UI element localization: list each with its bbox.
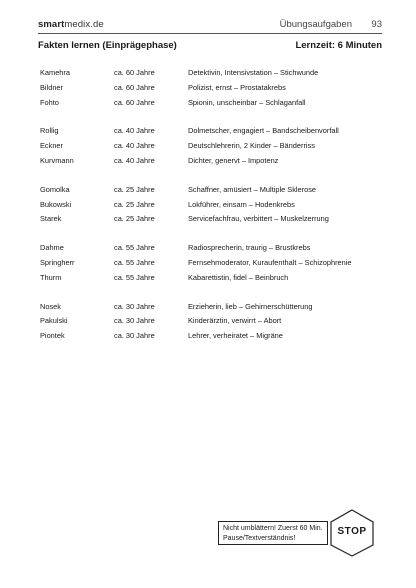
person-description: Dolmetscher, engagiert – Bandscheibenvorfall [188, 126, 339, 136]
person-name: Nosek [40, 301, 61, 311]
fact-row [40, 271, 380, 286]
person-description: Fernsehmoderator, Kuraufenthalt – Schizophrenie [188, 257, 352, 267]
fact-row [40, 198, 380, 213]
fact-row [40, 183, 380, 198]
fact-group [40, 300, 380, 344]
person-description: Polizist, ernst – Prostatakrebs [188, 82, 286, 92]
person-age: ca. 40 Jahre [114, 155, 155, 165]
person-description: Lehrer, verheiratet – Migräne [188, 331, 283, 341]
fact-group [40, 124, 380, 168]
person-description: Dichter, genervt – Impotenz [188, 155, 279, 165]
brand-logo [38, 19, 104, 30]
person-description: Erzieherin, lieb – Gehirnerschütterung [188, 301, 313, 311]
brand-rest: medix.de [64, 19, 104, 30]
person-age: ca. 40 Jahre [114, 141, 155, 151]
person-age: ca. 60 Jahre [114, 68, 155, 77]
fact-row [40, 300, 380, 315]
person-age: ca. 25 Jahre [114, 199, 155, 209]
person-age: ca. 60 Jahre [114, 82, 155, 92]
person-age: ca. 60 Jahre [114, 97, 155, 107]
fact-row [40, 154, 380, 169]
notice-box [218, 521, 328, 545]
person-description: Kinderärztin, verwirrt – Abort [188, 316, 282, 326]
facts-list [40, 66, 380, 358]
notice-line-1: Nicht umblättern! Zuerst 60 Min. [223, 525, 323, 532]
fact-group [40, 66, 380, 110]
person-name: Kurvmann [40, 155, 74, 165]
person-description: Deutschlehrerin, 2 Kinder – Bänderriss [188, 141, 315, 151]
person-age: ca. 25 Jahre [114, 184, 155, 194]
person-name: Gomolka [40, 184, 70, 194]
fact-row [40, 329, 380, 344]
person-name: Kamehra [40, 68, 70, 77]
person-age: ca. 30 Jahre [114, 316, 155, 326]
brand-bold: smart [38, 19, 65, 30]
person-age: ca. 40 Jahre [114, 126, 155, 136]
person-name: Springherr [40, 257, 75, 267]
fact-row [40, 81, 380, 96]
fact-row [40, 256, 380, 271]
person-description: Spionin, unscheinbar – Schlaganfall [188, 97, 306, 107]
fact-group [40, 241, 380, 285]
time-limit: Lernzeit: 6 Minuten [295, 40, 382, 51]
person-age: ca. 55 Jahre [114, 257, 155, 267]
fact-group [40, 183, 380, 227]
section-title: Übungsaufgaben [279, 19, 352, 30]
person-name: Starek [40, 214, 62, 224]
person-description: Lokführer, einsam – Hodenkrebs [188, 199, 295, 209]
fact-row [40, 66, 380, 81]
stop-label: STOP [337, 526, 367, 537]
title-row [38, 40, 382, 54]
person-description: Servicefachfrau, verbittert – Muskelzerrung [188, 214, 329, 224]
fact-row [40, 314, 380, 329]
person-age: ca. 30 Jahre [114, 331, 155, 341]
fact-row [40, 124, 380, 139]
fact-row [40, 241, 380, 256]
person-description: Radiosprecherin, traurig – Brustkrebs [188, 243, 311, 253]
fact-row [40, 212, 380, 227]
notice-line-2: Pause/Textverständnis! [223, 534, 296, 542]
person-name: Fohto [40, 97, 59, 107]
person-age: ca. 55 Jahre [114, 243, 155, 253]
person-description: Kabarettistin, fidel – Beinbruch [188, 272, 289, 282]
person-description: Schaffner, amüsiert – Multiple Sklerose [188, 184, 317, 194]
page-header [38, 18, 382, 34]
page-number: 93 [371, 19, 382, 30]
person-age: ca. 25 Jahre [114, 214, 155, 224]
fact-row [40, 139, 380, 154]
person-name: Eckner [40, 141, 64, 151]
header-divider [38, 33, 382, 34]
person-description: Detektivin, Intensivstation – Stichwunde [188, 68, 319, 77]
fact-row [40, 96, 380, 111]
person-name: Thurm [40, 272, 62, 282]
page-title: Fakten lernen (Einprägephase) [38, 40, 177, 51]
person-name: Piontek [40, 331, 65, 341]
person-age: ca. 55 Jahre [114, 272, 155, 282]
person-name: Bukowski [40, 199, 72, 209]
stop-sign [329, 509, 375, 557]
person-name: Dahme [40, 243, 64, 253]
person-name: Rollig [40, 126, 59, 136]
person-name: Pakulski [40, 316, 68, 326]
person-name: Bildner [40, 82, 64, 92]
person-age: ca. 30 Jahre [114, 301, 155, 311]
